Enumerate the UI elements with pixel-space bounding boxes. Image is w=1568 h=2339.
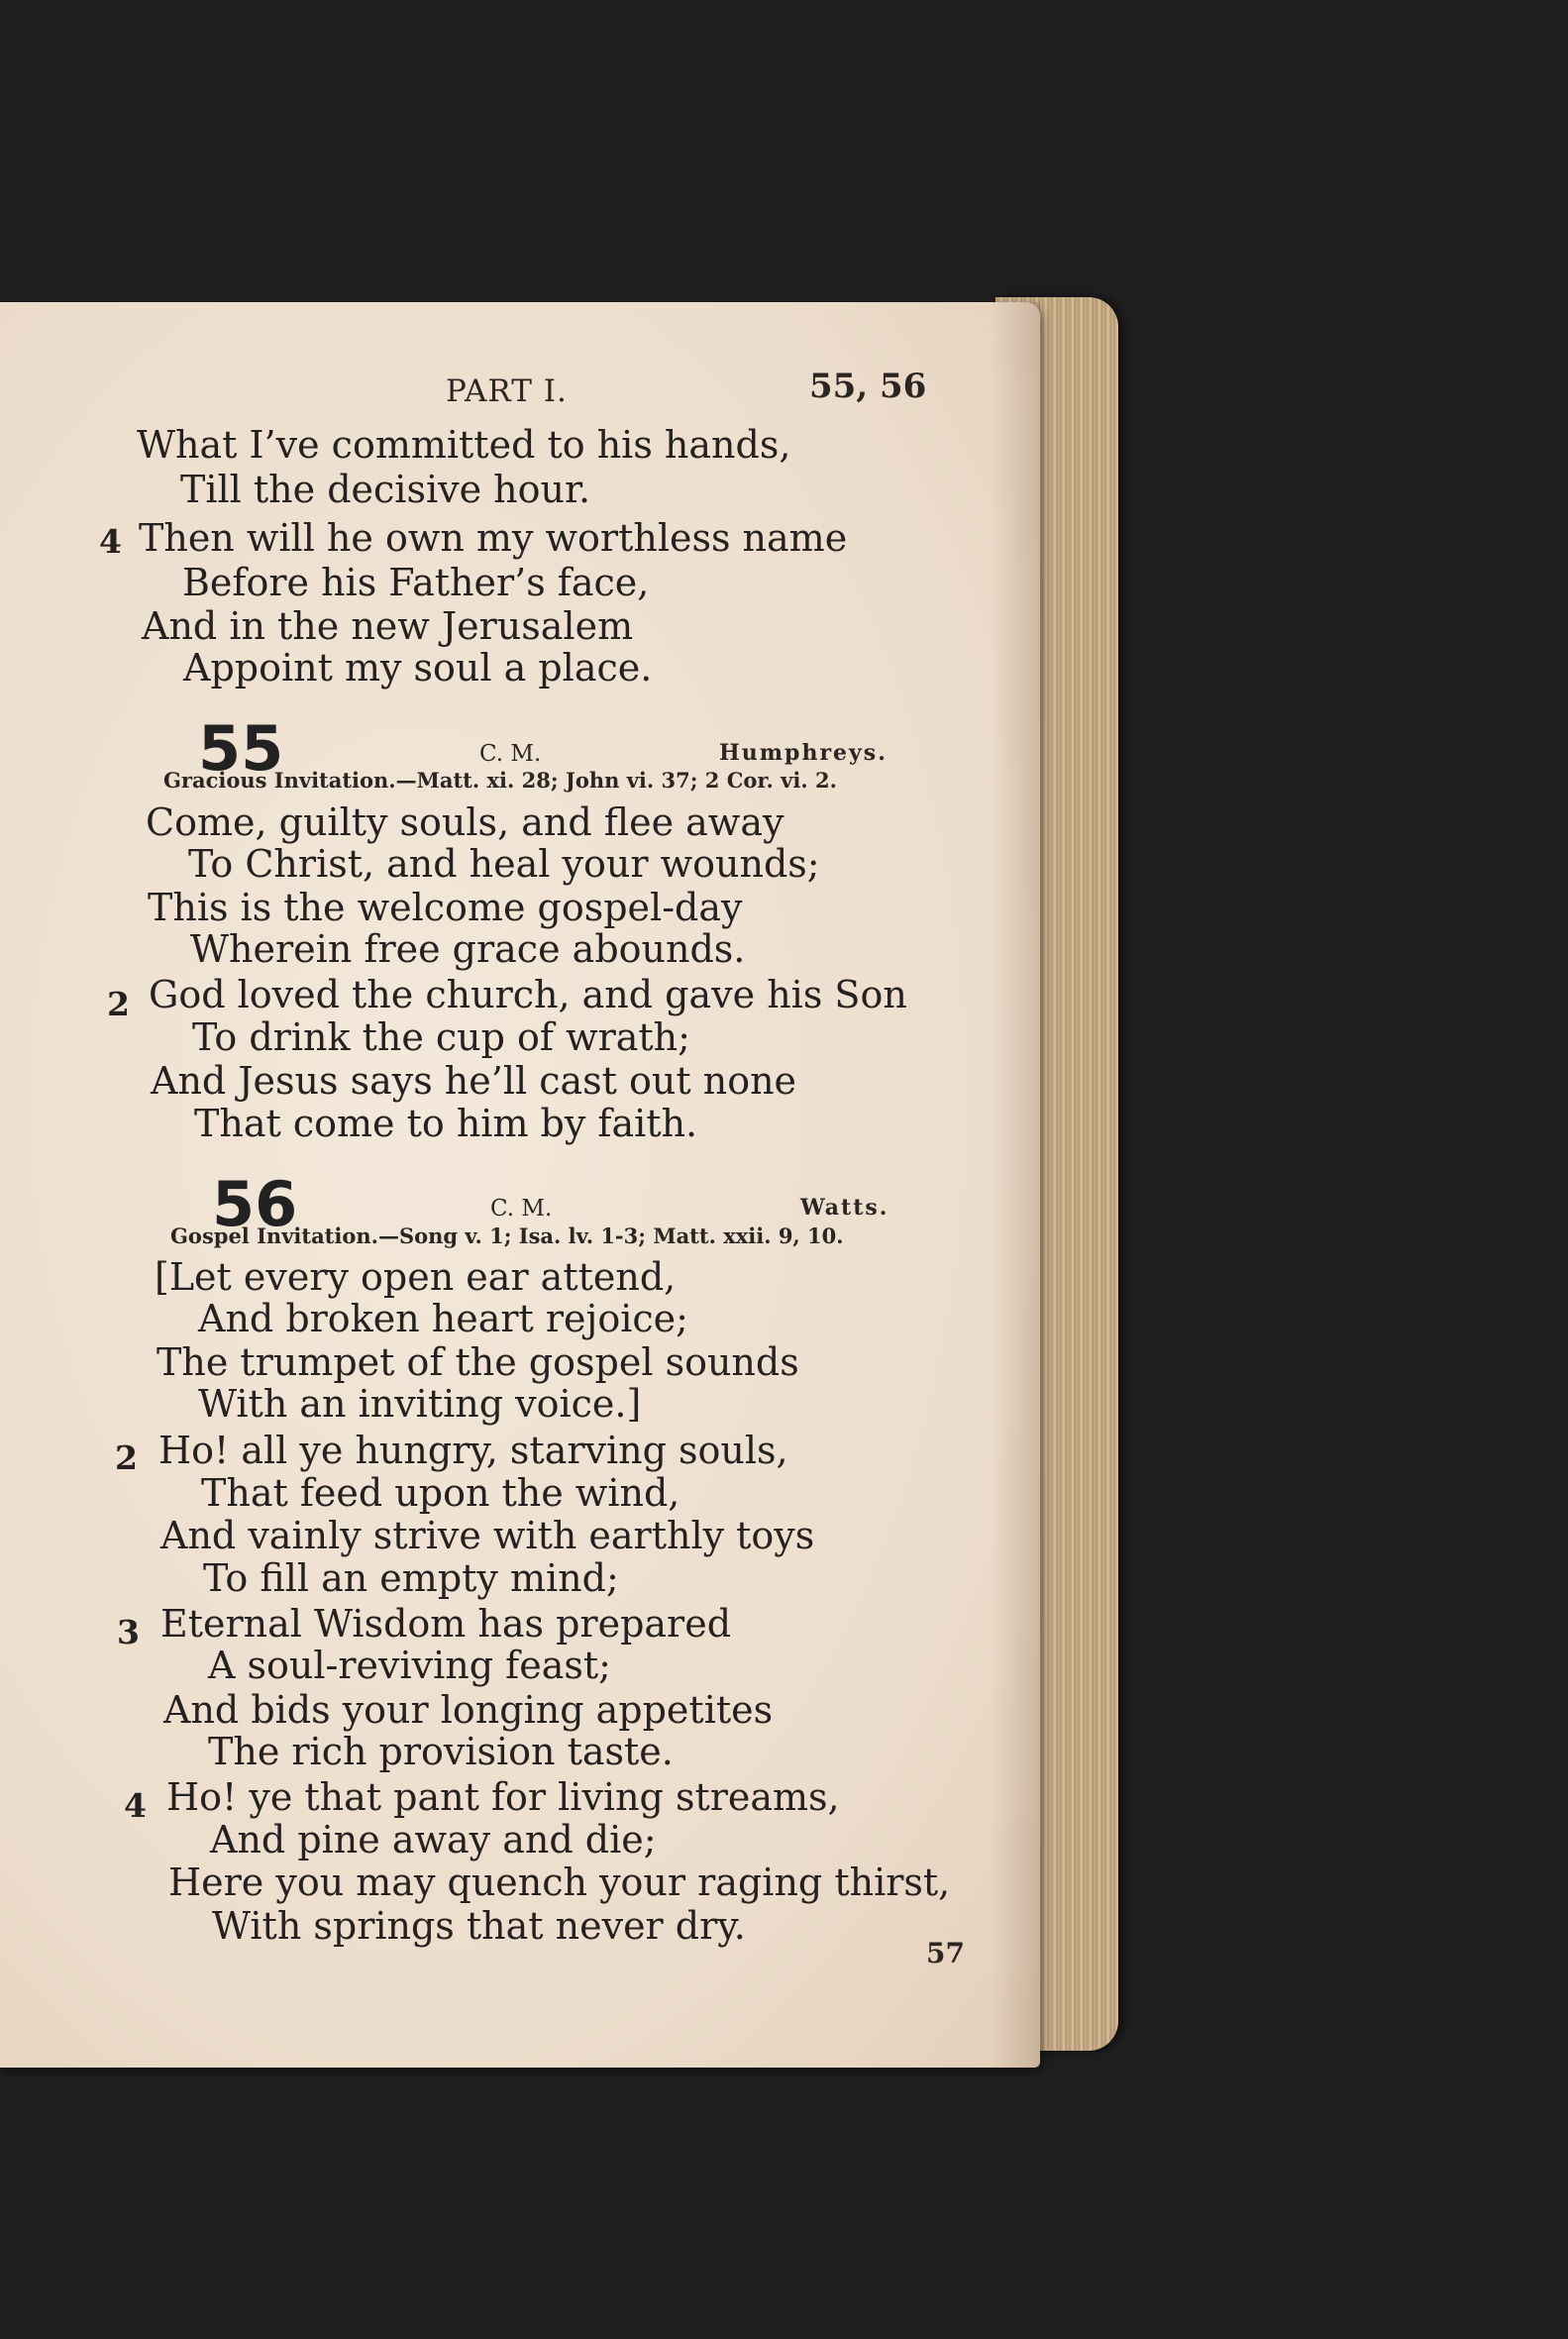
hymn-meter: C. M. bbox=[479, 741, 542, 767]
stanza-number: 4 bbox=[124, 1786, 147, 1825]
verse-line: With an inviting voice.] bbox=[198, 1382, 642, 1426]
verse-line: Ho! ye that pant for living streams, bbox=[166, 1775, 840, 1819]
verse-line: And pine away and die; bbox=[210, 1818, 657, 1861]
verse-line: To Christ, and heal your wounds; bbox=[188, 842, 820, 886]
verse-line: Appoint my soul a place. bbox=[183, 646, 653, 690]
verse-line: Come, guilty souls, and flee away bbox=[146, 800, 784, 844]
hymn-author: Watts. bbox=[800, 1195, 889, 1221]
verse-line: And bids your longing appetites bbox=[163, 1688, 774, 1732]
hymn-subject: Gospel Invitation.—Song v. 1; Isa. lv. 1-3; Matt. xxii. 9, 10. bbox=[170, 1223, 844, 1248]
verse-line: That come to him by faith. bbox=[194, 1102, 698, 1145]
hymn-number: 55 bbox=[198, 712, 284, 785]
running-header-hymn-numbers: 55, 56 bbox=[809, 367, 927, 406]
verse-line: What I’ve committed to his hands, bbox=[137, 423, 791, 467]
verse-line: The trumpet of the gospel sounds bbox=[157, 1340, 799, 1384]
hymn-author: Humphreys. bbox=[719, 740, 888, 766]
verse-line: Eternal Wisdom has prepared bbox=[160, 1602, 732, 1646]
verse-line: With springs that never dry. bbox=[212, 1904, 746, 1948]
verse-line: Then will he own my worthless name bbox=[139, 516, 848, 560]
verse-line: To drink the cup of wrath; bbox=[192, 1015, 690, 1059]
verse-line: [Let every open ear attend, bbox=[155, 1255, 677, 1299]
verse-line: And vainly strive with earthly toys bbox=[160, 1514, 815, 1557]
hymn-number: 56 bbox=[212, 1168, 298, 1240]
verse-line: Here you may quench your raging thirst, bbox=[168, 1861, 951, 1904]
stanza-number: 2 bbox=[107, 985, 130, 1023]
verse-line: To fill an empty mind; bbox=[203, 1556, 619, 1600]
verse-line: God loved the church, and gave his Son bbox=[149, 973, 907, 1016]
hymn-meter: C. M. bbox=[490, 1196, 553, 1222]
stanza-number: 4 bbox=[99, 522, 122, 561]
verse-line: A soul-reviving feast; bbox=[208, 1644, 611, 1687]
verse-line: Wherein free grace abounds. bbox=[190, 927, 746, 971]
verse-line: And broken heart rejoice; bbox=[198, 1297, 688, 1340]
page-number: 57 bbox=[926, 1937, 965, 1969]
hymn-subject: Gracious Invitation.—Matt. xi. 28; John vi. 37; 2 Cor. vi. 2. bbox=[163, 768, 837, 793]
verse-line: The rich provision taste. bbox=[208, 1730, 674, 1773]
verse-line: And in the new Jerusalem bbox=[142, 604, 634, 648]
stanza-number: 3 bbox=[117, 1613, 140, 1651]
verse-line: Ho! all ye hungry, starving souls, bbox=[158, 1429, 788, 1472]
verse-line: And Jesus says he’ll cast out none bbox=[151, 1059, 797, 1103]
verse-line: Till the decisive hour. bbox=[180, 468, 591, 511]
verse-line: Before his Father’s face, bbox=[182, 561, 650, 604]
running-header-part: PART I. bbox=[446, 373, 568, 409]
verse-line: This is the welcome gospel-day bbox=[148, 886, 743, 929]
stanza-number: 2 bbox=[115, 1438, 138, 1477]
verse-line: That feed upon the wind, bbox=[201, 1471, 680, 1515]
